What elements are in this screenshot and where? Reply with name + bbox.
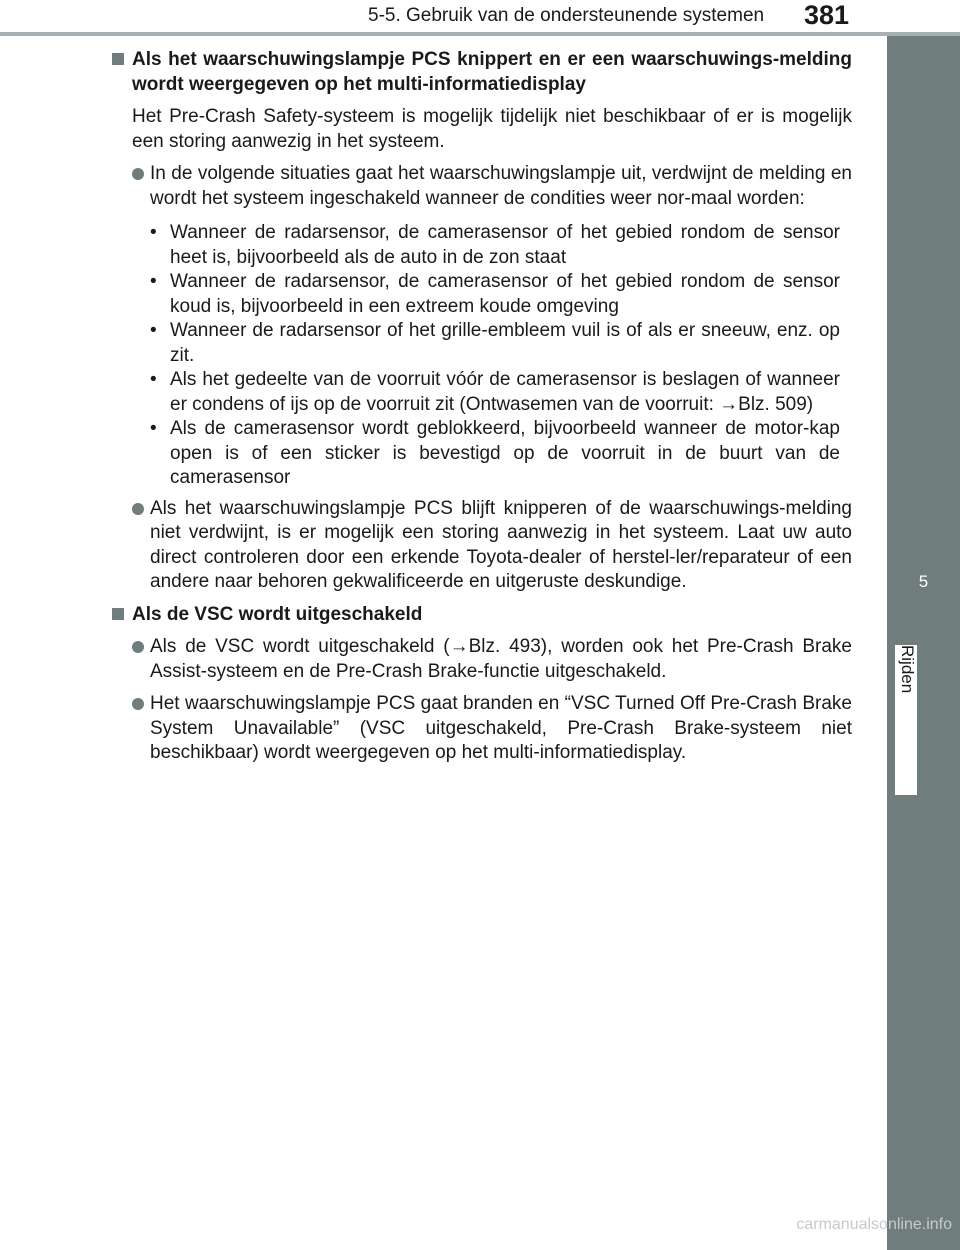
dot-marker-icon: • bbox=[150, 369, 157, 390]
list-item-text: Als het waarschuwingslampje PCS blijft knipperen of de waarschuwings-melding niet verdwijnt, is er mogelijk een storing aanwezig in het systeem. Laat uw auto direct controleren door een erkende Toyota-dealer of herstel-ler/reparateur of een andere naar behoren gekwalificeerde en uitgeruste deskundige. bbox=[150, 497, 852, 592]
round-bullet-icon bbox=[132, 698, 144, 710]
sub-list-item-text: Als de camerasensor wordt geblokkeerd, bijvoorbeeld wanneer de motor-kap open is of een sticker is bevestigd op de voorruit in de buurt van de camerasensor bbox=[170, 418, 840, 488]
sub-list-item bbox=[150, 270, 840, 319]
sub-list-item-text: Als het gedeelte van de voorruit vóór de camerasensor is beslagen of wanneer er condens of ijs op de voorruit zit (Ontwasemen van de voorruit: →Blz. 509) bbox=[170, 369, 840, 415]
dot-marker-icon: • bbox=[150, 271, 157, 292]
page-number: 381 bbox=[804, 0, 850, 30]
section-heading bbox=[112, 48, 852, 97]
dot-marker-icon: • bbox=[150, 222, 157, 243]
chapter-label: Rijden bbox=[898, 645, 917, 694]
round-bullet-icon bbox=[132, 503, 144, 515]
round-bullet-icon bbox=[132, 641, 144, 653]
header-rule bbox=[0, 32, 960, 36]
paragraph: Het Pre-Crash Safety-systeem is mogelijk tijdelijk niet beschikbaar of er is mogelijk een storing aanwezig in het systeem. bbox=[132, 106, 852, 152]
page-content bbox=[112, 48, 852, 774]
chapter-number: 5 bbox=[918, 572, 929, 591]
list-item-text: Het waarschuwingslampje PCS gaat branden en “VSC Turned Off Pre-Crash Brake System Unavailable” (VSC uitgeschakeld, Pre-Crash Brake-systeem niet beschikbaar) wordt weergegeven op het multi-informatiedisplay. bbox=[150, 693, 852, 763]
sub-list-item-text: Wanneer de radarsensor, de camerasensor of het gebied rondom de sensor heet is, bijvoorbeeld als de auto in de zon staat bbox=[170, 222, 840, 268]
list-item bbox=[112, 497, 852, 595]
square-bullet-icon bbox=[112, 608, 124, 620]
square-bullet-icon bbox=[112, 53, 124, 65]
section-heading bbox=[112, 603, 852, 628]
list-item-text: In de volgende situaties gaat het waarschuwingslampje uit, verdwijnt de melding en wordt het systeem ingeschakeld wanneer de condities weer nor-maal worden: bbox=[150, 163, 852, 209]
list-item bbox=[112, 162, 852, 211]
sub-list-item bbox=[150, 221, 840, 270]
side-tab-bar bbox=[887, 36, 960, 536]
section-heading-text: Als het waarschuwingslampje PCS knippert en er een waarschuwings-melding wordt weergegeven op het multi-informatiedisplay bbox=[132, 49, 852, 95]
sub-list-item-text: Wanneer de radarsensor of het grille-embleem vuil is of als er sneeuw, enz. op zit. bbox=[170, 320, 840, 366]
chapter-label-box bbox=[895, 645, 917, 795]
sub-list-item-text: Wanneer de radarsensor, de camerasensor of het gebied rondom de sensor koud is, bijvoorbeeld in een extreem koude omgeving bbox=[170, 271, 840, 317]
sub-list-item bbox=[150, 368, 840, 417]
section-heading-text: Als de VSC wordt uitgeschakeld bbox=[132, 603, 423, 625]
sub-list bbox=[112, 221, 840, 491]
section-title: 5-5. Gebruik van de ondersteunende systemen bbox=[368, 5, 765, 26]
list-item bbox=[112, 635, 852, 684]
chapter-tab bbox=[887, 536, 960, 632]
watermark: carmanualsonline.info bbox=[796, 1216, 952, 1233]
sub-list-item bbox=[150, 417, 840, 491]
list-item bbox=[112, 692, 852, 766]
list-item-text: Als de VSC wordt uitgeschakeld (→Blz. 493), worden ook het Pre-Crash Brake Assist-systeem en de Pre-Crash Brake-functie uitgeschakeld. bbox=[150, 636, 852, 682]
sub-list-item bbox=[150, 319, 840, 368]
dot-marker-icon: • bbox=[150, 418, 157, 439]
round-bullet-icon bbox=[132, 168, 144, 180]
dot-marker-icon: • bbox=[150, 320, 157, 341]
